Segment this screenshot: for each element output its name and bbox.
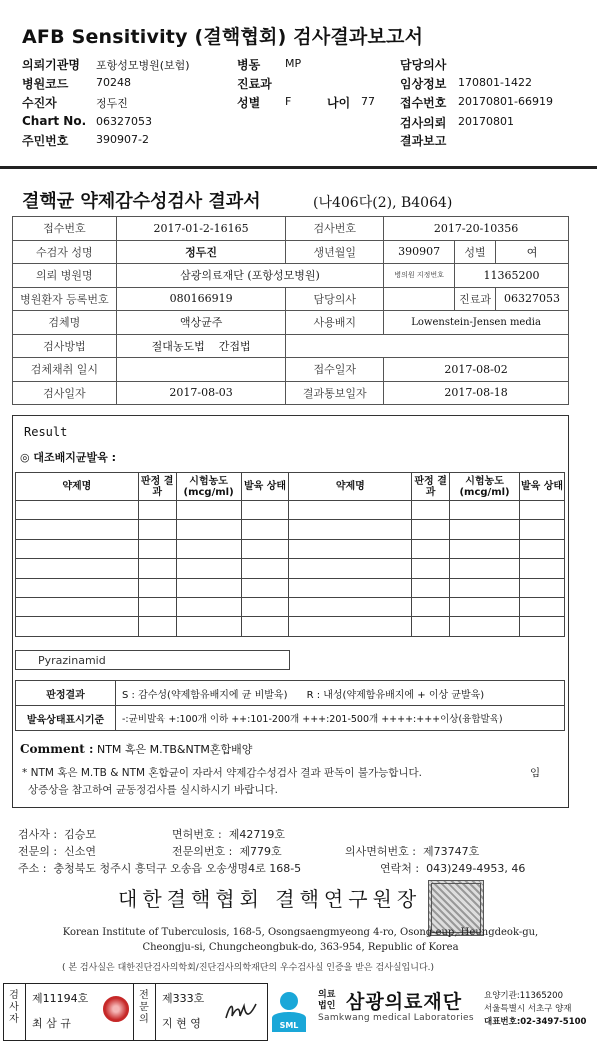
brand-contact bbox=[484, 990, 586, 1029]
table-row bbox=[16, 578, 565, 597]
brand-code: 요양기관:11365200 bbox=[484, 991, 563, 1001]
header-judge: 판정 결과 bbox=[412, 473, 450, 501]
label-clinical-info: 임상정보 bbox=[400, 77, 447, 91]
document-title: 결핵균 약제감수성검사 결과서 bbox=[22, 191, 261, 212]
result-title: Result bbox=[24, 425, 68, 439]
judge-s: S : 감수성(약제함유배지에 균 비발육) bbox=[122, 689, 288, 701]
svg-text:SML: SML bbox=[279, 1021, 299, 1030]
institute-address-en bbox=[28, 925, 573, 955]
note-line-1: * NTM 혹은 M.TB & NTM 혼합균이 자라서 약제감수성검사 결과 판독이 불가능합니다. bbox=[22, 767, 423, 779]
value-sex: F bbox=[285, 95, 292, 108]
header-conc: 시험농도 (mcg/ml) bbox=[450, 473, 520, 501]
label-hospital-code: 병원코드 bbox=[22, 77, 69, 91]
brand-name: 삼광의료재단 bbox=[346, 991, 463, 1013]
value-receipt-no: 20170801-66919 bbox=[458, 95, 553, 108]
legend-table bbox=[15, 680, 565, 731]
cell-value: 06327053 bbox=[496, 287, 569, 311]
header-drug: 약제명 bbox=[16, 473, 139, 501]
value-age: 77 bbox=[361, 95, 375, 108]
cell-value: 2017-08-02 bbox=[384, 358, 569, 382]
cell-value: 11365200 bbox=[455, 264, 569, 288]
table-row bbox=[16, 539, 565, 558]
license-label: 면허번호 : bbox=[172, 828, 222, 841]
address-line bbox=[18, 860, 301, 876]
footer-inspector-name: 최 삼 규 bbox=[32, 1017, 71, 1030]
form-code: (나406다(2), B4064) bbox=[313, 195, 453, 211]
footer-specialist-name: 지 현 영 bbox=[162, 1017, 201, 1030]
label-report: 결과보고 bbox=[400, 134, 447, 148]
method-b: 간접법 bbox=[218, 339, 251, 353]
institute-en-line-1: Korean Institute of Tuberculosis, 168-5, Osongsaengmyeong 4-ro, Osong-eup, Heungdeok-gu, bbox=[62, 927, 539, 938]
header-drug: 약제명 bbox=[289, 473, 412, 501]
label-receipt-no: 접수번호 bbox=[400, 96, 447, 110]
phone-label: 연락처 : bbox=[380, 862, 420, 875]
cell-value: 2017-20-10356 bbox=[384, 217, 569, 241]
growth-label: 발육상태표시기준 bbox=[16, 706, 116, 731]
license-no: 제42719호 bbox=[228, 828, 285, 841]
specialist-label: 전문의 : bbox=[18, 845, 58, 858]
footer-specialist-vertical: 전문의 bbox=[139, 990, 149, 1025]
pyrazinamide-row: Pyrazinamid bbox=[15, 650, 290, 670]
cell-label: 수검자 성명 bbox=[13, 240, 117, 264]
brand-name-en: Samkwang medical Laboratories bbox=[318, 1013, 474, 1023]
header-judge: 판정 결과 bbox=[138, 473, 176, 501]
address-label: 주소 : bbox=[18, 862, 47, 875]
header-growth: 발육 상태 bbox=[520, 473, 565, 501]
cell-label: 병의원 지정번호 bbox=[384, 264, 455, 288]
label-ward: 병동 bbox=[237, 58, 261, 72]
cell-value: 여 bbox=[496, 240, 569, 264]
judge-r: R : 내성(약제함유배지에 + 이상 균발육) bbox=[306, 689, 485, 701]
cell-value: 2017-08-18 bbox=[384, 381, 569, 405]
comment bbox=[20, 741, 252, 757]
value-chart-no: 06327053 bbox=[96, 115, 152, 128]
patient-info-table bbox=[12, 216, 569, 405]
doc-license-label: 의사면허번호 : bbox=[345, 845, 416, 858]
spec-no-label: 전문의번호 : bbox=[172, 845, 233, 858]
cell-empty bbox=[286, 334, 569, 358]
value-ward: MP bbox=[285, 57, 302, 70]
spec-no: 제779호 bbox=[239, 845, 282, 858]
label-request-date: 검사의뢰 bbox=[400, 116, 447, 130]
doc-license: 제73747호 bbox=[422, 845, 480, 858]
header-divider bbox=[0, 166, 597, 169]
label-sex: 성별 bbox=[237, 96, 261, 110]
address: 충청북도 청주시 흥덕구 오송읍 오송생명4로 168-5 bbox=[53, 862, 302, 875]
judge-legend bbox=[116, 681, 565, 706]
comment-label: Comment : bbox=[20, 742, 94, 756]
header-growth: 발육 상태 bbox=[241, 473, 289, 501]
label-institution: 의뢰기관명 bbox=[22, 58, 80, 72]
cell-label: 진료과 bbox=[455, 287, 496, 311]
label-resident-no: 주민번호 bbox=[22, 134, 69, 148]
cell-label: 검사일자 bbox=[13, 381, 117, 405]
cell-label: 검체명 bbox=[13, 311, 117, 335]
table-row bbox=[16, 559, 565, 578]
cell-value: 2017-01-2-16165 bbox=[116, 217, 286, 241]
footer-inspector-vertical: 검사자 bbox=[9, 990, 19, 1025]
footer-inspector-no: 제11194호 bbox=[32, 992, 89, 1005]
cell-label: 검사번호 bbox=[286, 217, 384, 241]
cell-label: 검사방법 bbox=[13, 334, 117, 358]
label-chart-no: Chart No. bbox=[22, 114, 87, 128]
label-doctor: 담당의사 bbox=[400, 58, 447, 72]
table-row bbox=[16, 501, 565, 520]
note-line-2: 상증상을 참고하여 균동정검사를 실시하시기 바랍니다. bbox=[28, 784, 278, 796]
cell-value bbox=[116, 334, 286, 358]
brand-address: 서울특별시 서초구 양재 bbox=[484, 1004, 572, 1014]
signature-icon bbox=[222, 996, 260, 1026]
certification-note: ( 본 검사실은 대한진단검사의학회/진단검사의학재단의 우수검사실 인증을 받은 검사실입니다.) bbox=[62, 963, 435, 973]
cell-label: 의뢰 병원명 bbox=[13, 264, 117, 288]
cell-label: 생년월일 bbox=[286, 240, 384, 264]
brand-prefix: 의료 법인 bbox=[318, 990, 336, 1011]
inspector-name: 김승모 bbox=[64, 828, 96, 841]
report-title: AFB Sensitivity (결핵협회) 검사결과보고서 bbox=[22, 26, 424, 48]
sml-logo-icon bbox=[270, 988, 308, 1036]
method-a: 절대농도법 bbox=[151, 339, 205, 353]
cell-value bbox=[116, 358, 286, 382]
specialist-line bbox=[18, 843, 96, 859]
institute-en-line-2: Cheongju-si, Chungcheongbuk-do, 363-954, Republic of Korea bbox=[142, 942, 459, 953]
header-conc: 시험농도 (mcg/ml) bbox=[176, 473, 241, 501]
brand-phone: 대표번호:02-3497-5100 bbox=[484, 1017, 587, 1027]
growth-legend: -:균비발육 +:100개 이하 ++:101-200개 +++:201-500개 ++++:+++이상(융합발육) bbox=[116, 706, 565, 731]
cell-label: 결과통보일자 bbox=[286, 381, 384, 405]
cell-value: 정두진 bbox=[116, 240, 286, 264]
drug-table bbox=[15, 472, 565, 637]
value-patient: 정두진 bbox=[96, 97, 128, 110]
cell-label: 성별 bbox=[455, 240, 496, 264]
label-age: 나이 bbox=[327, 96, 351, 110]
cell-value: 390907 bbox=[384, 240, 455, 264]
cell-value: 삼광의료재단 (포항성모병원) bbox=[116, 264, 383, 288]
specialist-name: 신소연 bbox=[64, 845, 96, 858]
judge-label: 판정결과 bbox=[16, 681, 116, 706]
cell-value: Lowenstein-Jensen media bbox=[384, 311, 569, 335]
cell-value: 080166919 bbox=[116, 287, 286, 311]
cell-value bbox=[384, 287, 455, 311]
cell-label: 접수번호 bbox=[13, 217, 117, 241]
value-institution: 포항성모병원(보험) bbox=[96, 59, 190, 72]
inspector-label: 검사자 : bbox=[18, 828, 58, 841]
inspector-line bbox=[18, 826, 96, 842]
value-hospital-code: 70248 bbox=[96, 76, 131, 89]
footer-specialist-no: 제333호 bbox=[162, 992, 205, 1005]
cell-label: 담당의사 bbox=[286, 287, 384, 311]
cell-label: 검체채취 일시 bbox=[13, 358, 117, 382]
comment-text: NTM 혹은 M.TB&NTM혼합배양 bbox=[96, 743, 253, 756]
cell-label: 병원환자 등록번호 bbox=[13, 287, 117, 311]
table-row bbox=[16, 597, 565, 616]
comment-note bbox=[22, 765, 552, 799]
license-line bbox=[172, 826, 285, 842]
value-clinical-info: 170801-1422 bbox=[458, 76, 532, 89]
phone-line bbox=[380, 860, 525, 876]
control-growth-label: ◎ 대조배지균발육 : bbox=[20, 451, 117, 464]
cell-value: 액상균주 bbox=[116, 311, 286, 335]
value-resident-no: 390907-2 bbox=[96, 133, 149, 146]
cell-label: 사용배지 bbox=[286, 311, 384, 335]
note-end: 임 bbox=[530, 767, 541, 779]
specialist-no-line bbox=[172, 843, 282, 859]
table-row bbox=[16, 617, 565, 636]
red-stamp-icon bbox=[103, 996, 129, 1022]
phone: 043)249-4953, 46 bbox=[426, 862, 526, 875]
value-request-date: 20170801 bbox=[458, 115, 514, 128]
table-row bbox=[16, 520, 565, 539]
cell-value: 2017-08-03 bbox=[116, 381, 286, 405]
institute-name-kr: 대한결핵협회 결핵연구원장 bbox=[118, 887, 422, 911]
label-dept: 진료과 bbox=[237, 77, 272, 91]
label-patient: 수진자 bbox=[22, 96, 57, 110]
cell-label: 접수일자 bbox=[286, 358, 384, 382]
doctor-license-line bbox=[345, 843, 479, 859]
